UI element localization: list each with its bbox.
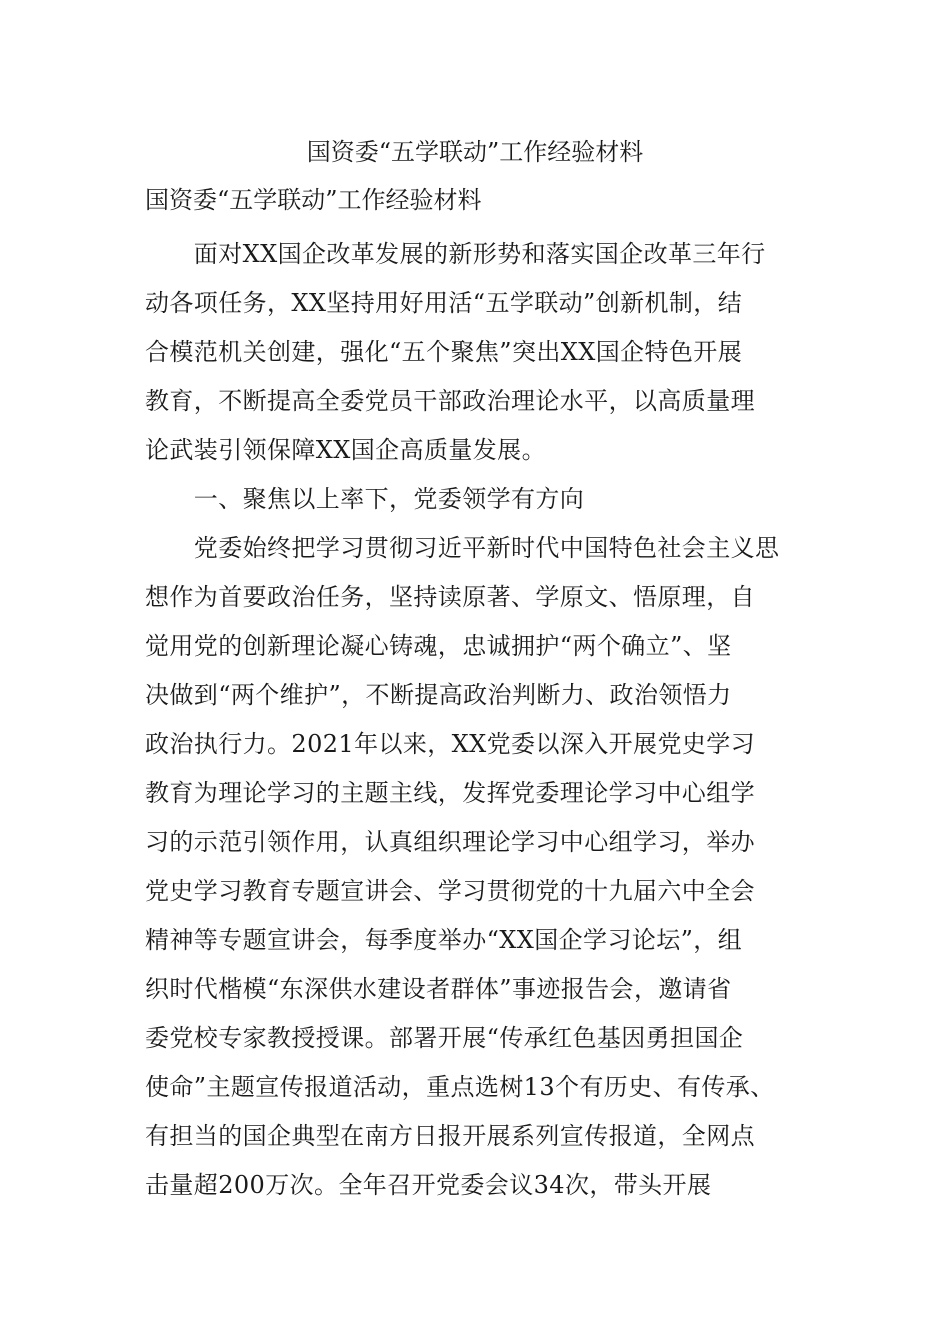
- text-line: 政治执行力。2021年以来，XX党委以深入开展党史学习: [145, 730, 756, 758]
- text-line: 织时代楷模“东深供水建设者群体”事迹报告会，邀请省: [145, 975, 732, 1003]
- text-line: 使命”主题宣传报道活动，重点选树13个有历史、有传承、: [145, 1073, 775, 1101]
- document-title: 国资委“五学联动”工作经验材料: [306, 138, 644, 166]
- text-line: 论武装引领保障XX国企高质量发展。: [145, 436, 546, 464]
- text-line: 教育为理论学习的主题主线，发挥党委理论学习中心组学: [145, 779, 755, 807]
- text-line: 合模范机关创建，强化“五个聚焦”突出XX国企特色开展: [145, 338, 743, 366]
- document-body: [145, 230, 825, 1210]
- document-subtitle: 国资委“五学联动”工作经验材料: [145, 186, 482, 214]
- text-line: 想作为首要政治任务，坚持读原著、学原文、悟原理，自: [145, 583, 755, 611]
- text-line: 面对XX国企改革发展的新形势和落实国企改革三年行: [145, 240, 766, 268]
- text-line: 击量超200万次。全年召开党委会议34次，带头开展: [145, 1171, 712, 1199]
- text-line: 委党校专家教授授课。部署开展“传承红色基因勇担国企: [145, 1024, 744, 1052]
- section-heading: 一、聚焦以上率下，党委领学有方向: [145, 485, 585, 513]
- text-line: 有担当的国企典型在南方日报开展系列宣传报道，全网点: [145, 1122, 755, 1150]
- text-line: 党委始终把学习贯彻习近平新时代中国特色社会主义思: [145, 534, 780, 562]
- text-line: 习的示范引领作用，认真组织理论学习中心组学习，举办: [145, 828, 755, 856]
- text-line: 教育，不断提高全委党员干部政治理论水平，以高质量理: [145, 387, 755, 415]
- text-line: 动各项任务，XX坚持用好用活“五学联动”创新机制，结: [145, 289, 743, 317]
- text-line: 党史学习教育专题宣讲会、学习贯彻党的十九届六中全会: [145, 877, 755, 905]
- text-line: 决做到“两个维护”，不断提高政治判断力、政治领悟力: [145, 681, 732, 709]
- text-line: 精神等专题宣讲会，每季度举办“XX国企学习论坛”，组: [145, 926, 743, 954]
- text-line: 觉用党的创新理论凝心铸魂，忠诚拥护“两个确立”、坚: [145, 632, 732, 660]
